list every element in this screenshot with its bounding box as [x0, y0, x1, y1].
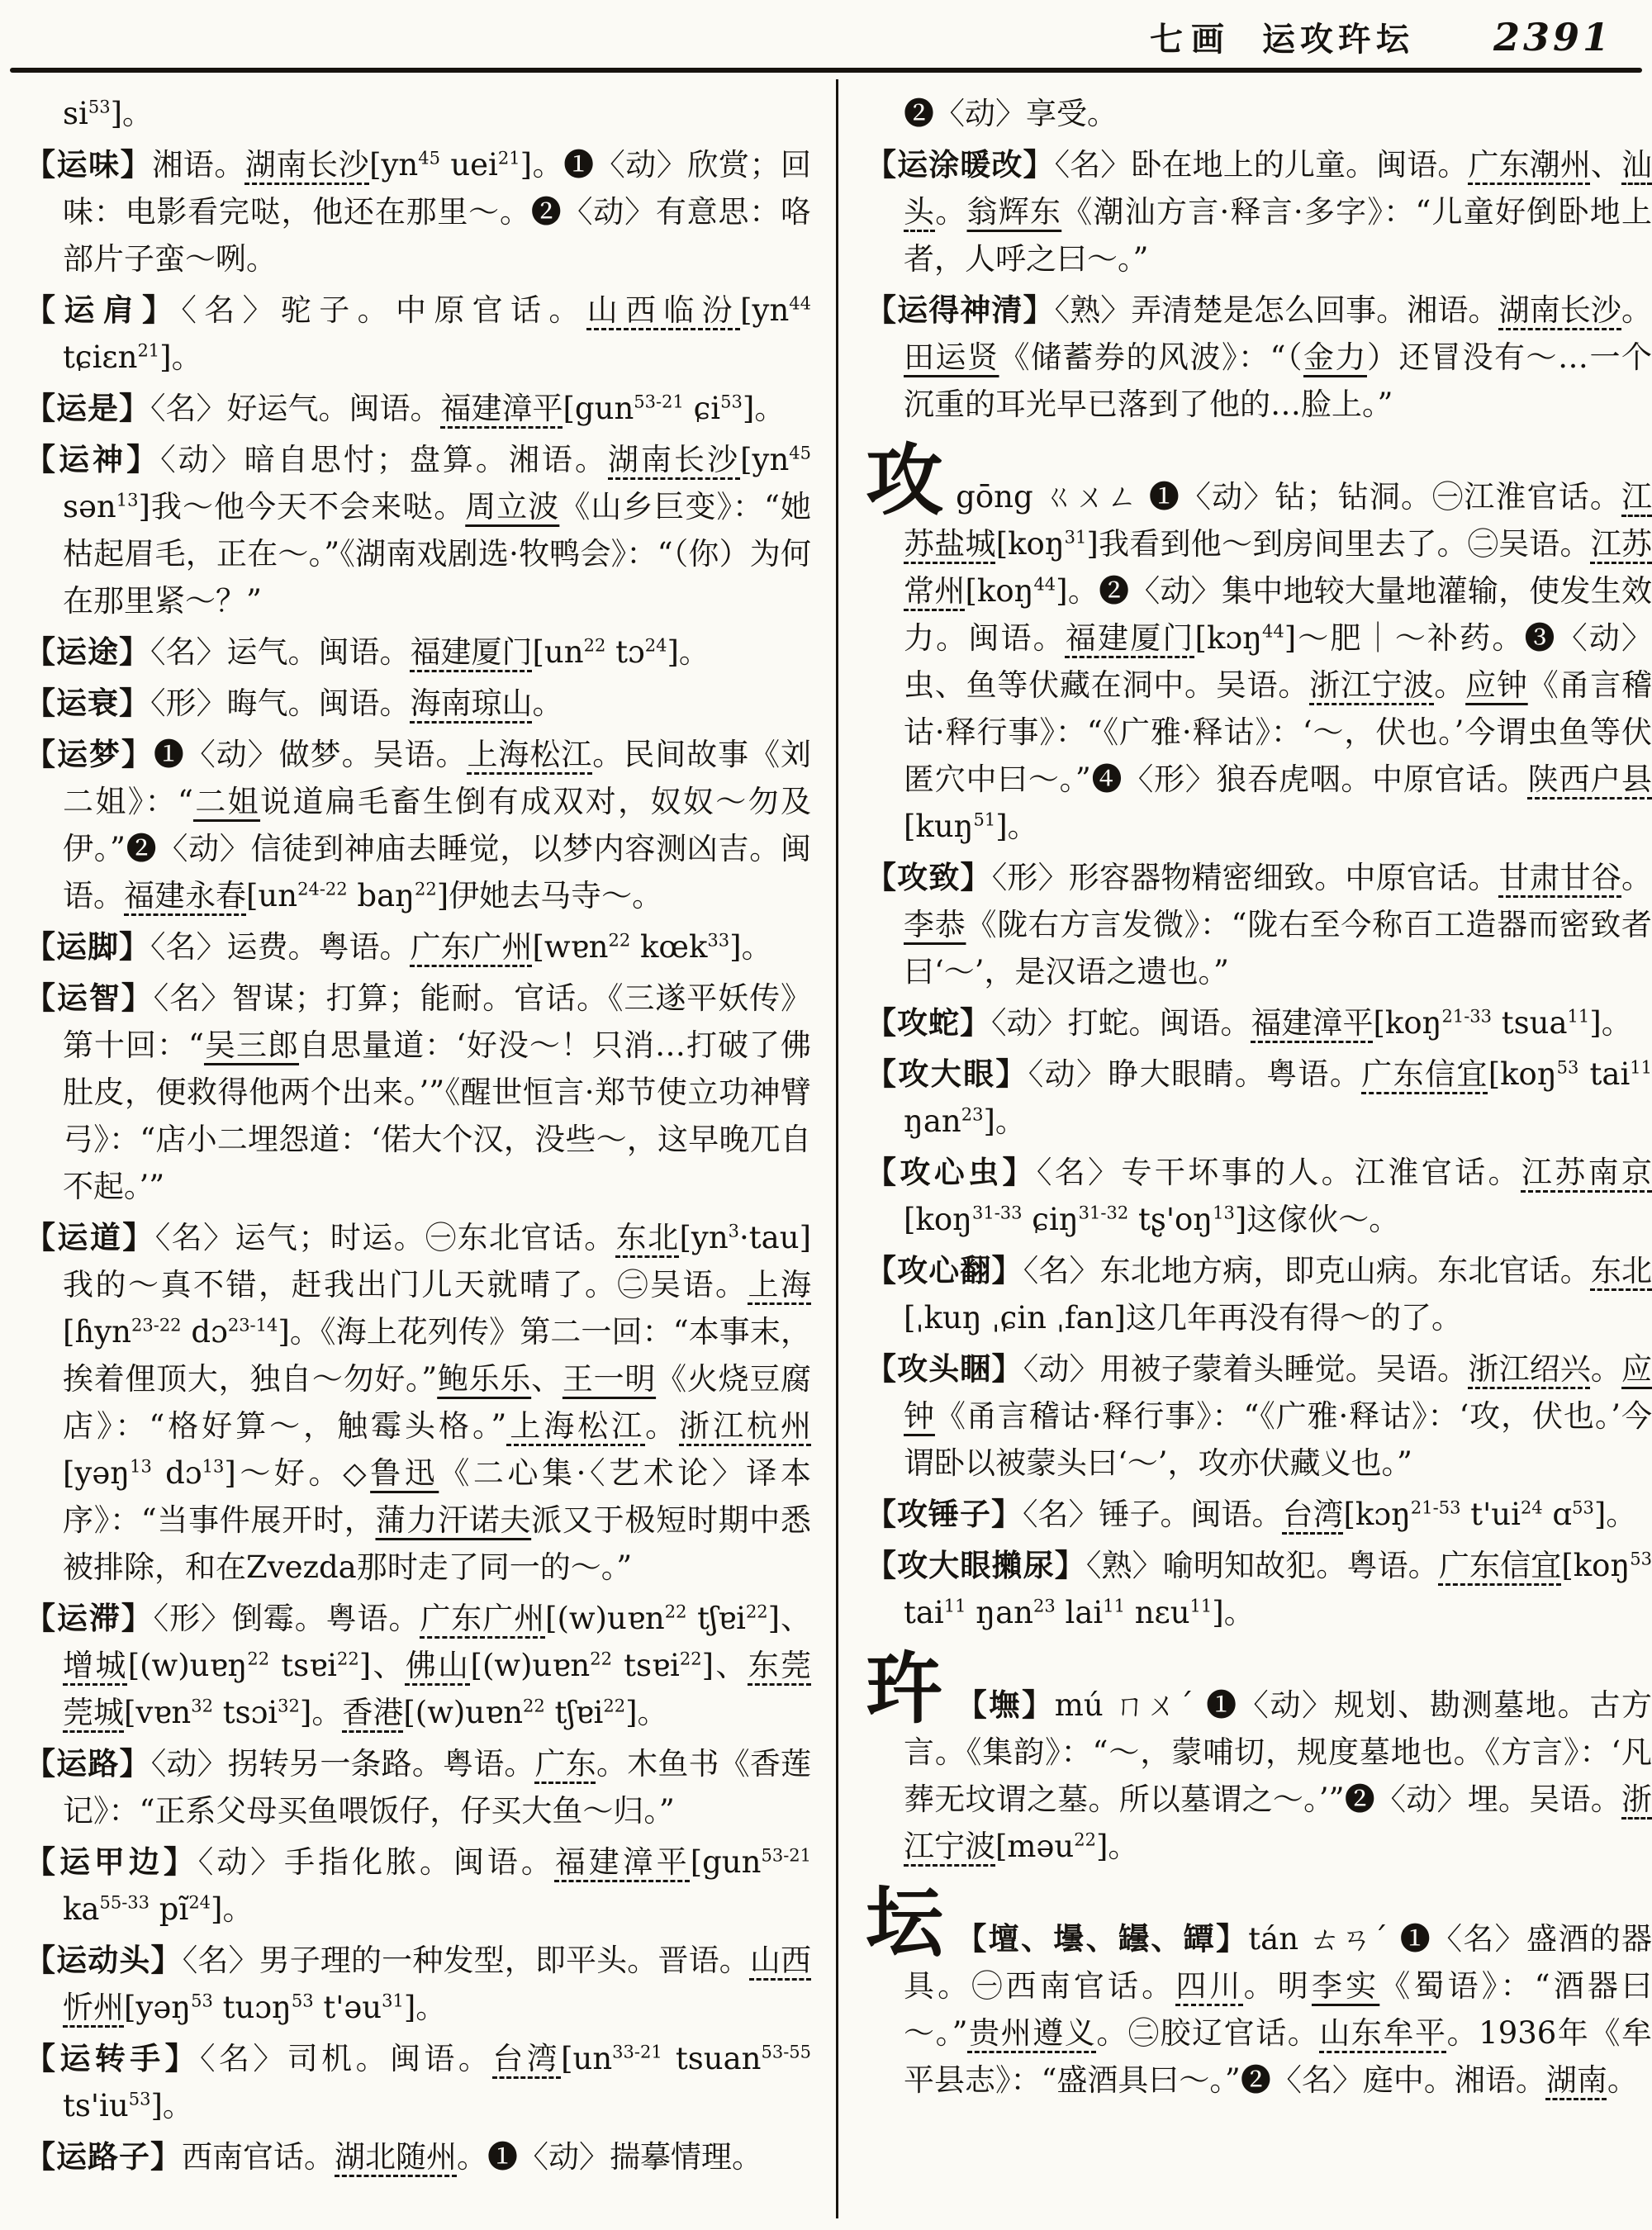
entry-headword: 【运途】 [25, 633, 150, 670]
right-column [866, 86, 1652, 2108]
dictionary-entry [25, 141, 811, 282]
entry-headword: 【运涂暖改】 [866, 146, 1055, 183]
entry-headword: 【运得神清】 [866, 292, 1055, 328]
entry-body-text: ❷〈动〉享受。 [904, 96, 1118, 131]
dictionary-entry [866, 1051, 1652, 1145]
entry-body-text: 西南官话。湖北随州。❶〈动〉揣摹情理。 [182, 2139, 762, 2175]
entry-headword: 【运甲边】 [25, 1843, 198, 1880]
section-head-character: 坛 [866, 1877, 945, 1968]
entry-headword: 【运智】 [25, 980, 154, 1016]
entry-body-text: mú ㄇㄨˊ ❶〈动〉规划、勘测墓地。古方言。《集韵》：“～，蒙哺切，规度墓地也。《方言》：‘凡葬无坟谓之墓。所以墓谓之～。’”❷〈动〉埋。吴语。浙江宁波[məu$^{22}$]。 [904, 1687, 1652, 1864]
stroke-count-label: 七画 [1149, 20, 1232, 59]
entry-body-text: 〈熟〉弄清楚是怎么回事。湘语。湖南长沙。田运贤《储蓄券的风波》：“（金力）还冒没有～…一个沉重的耳光早已落到了他的…脸上。” [904, 292, 1652, 422]
entry-headword: 【运肩】 [25, 292, 182, 328]
entry-headword: 【运动头】 [25, 1942, 183, 1978]
dictionary-entry [25, 923, 811, 970]
entry-body-text: tán ㄊㄢˊ ❶〈名〉盛酒的器具。㊀西南官话。四川。明李实《蜀语》：“酒器曰～。”贵州遵义。㊁胶辽官话。山东牟平。1936年《牟平县志》：“盛酒具曰～。”❷〈名〉庭中。湘语。湖南。 [904, 1921, 1652, 2098]
entry-body-text: ❶〈动〉做梦。吴语。上海松江。民间故事《刘二姐》：“二姐说道扁毛畜生倒有成双对，奴奴～勿及伊。”❷〈动〉信徒到神庙去睡觉，以梦内容测凶吉。闽语。福建永春[$un^{24-22}$ baŋ$^{22}$]伊她去马寺～。 [63, 737, 812, 913]
entry-body-text: 〈名〉东北地方病，即克山病。东北官话。东北[ˌkuŋ ˌɕin ˌfan]这几年再没有得～的了。 [904, 1253, 1652, 1336]
entry-body-text: 〈名〉锤子。闽语。台湾[kɔŋ$^{21-53}$ $t'ui^{24}$ ɑ$^{53}$]。 [1023, 1497, 1637, 1532]
dictionary-entry [866, 1491, 1652, 1538]
entry-headword: 【运道】 [25, 1219, 155, 1255]
entry-body-text: 〈形〉倒霉。粤语。广东广州[(w)uɐn$^{22}$ tʃɐi$^{22}$]、增城[(w)uɐŋ$^{22}$ tsɐi$^{22}$]、佛山[(w)uɐn$^{22}$ tsɐi$^{22}$]、东莞莞城[vɐn$^{32}$ tsɔi$^{32}$]。香港[(w)uɐn$^{22}$ tʃɐi$^{22}$]。 [63, 1601, 812, 1730]
entry-body-text: 〈名〉运气。闽语。福建厦门[$un^{22}$ tɔ$^{24}$]。 [150, 634, 710, 670]
dictionary-entry [25, 731, 811, 919]
column-divider [836, 79, 838, 2218]
entry-headword: 【运滞】 [25, 1600, 154, 1636]
dictionary-entry [866, 1345, 1652, 1487]
dictionary-entry [25, 436, 811, 624]
header-rule [10, 68, 1642, 73]
dictionary-entry [866, 854, 1652, 995]
entry-body-text: 〈名〉驼子。中原官话。山西临汾[$yn^{44}$ tɕiɛn$^{21}$]。 [63, 292, 812, 375]
entry-headword: 【攻致】 [866, 859, 992, 895]
entry-headword: 【运味】 [25, 146, 153, 183]
entry-headword: 【运转手】 [25, 2040, 201, 2076]
entry-body-text: 〈名〉好运气。闽语。福建漳平[gun$^{53-21}$ ɕi$^{53}$]。 [150, 391, 786, 426]
entry-body-text: 〈动〉暗自思忖；盘算。湘语。湖南长沙[$yn^{45}$ sən$^{13}$]我～他今天不会来哒。周立波《山乡巨变》：“她枯起眉毛，正在～。”《湖南戏剧选·牧鸭会》：“（你）为何在那里紧～？” [63, 442, 812, 619]
dictionary-entry [25, 287, 811, 381]
entry-headword: 【攻大眼攋尿】 [866, 1547, 1086, 1583]
page-header [1150, 13, 1612, 60]
entry-headword: 【壇、壜、罎、罈】 [956, 1920, 1249, 1957]
dictionary-entry [25, 385, 811, 432]
dictionary-entry [866, 1247, 1652, 1341]
entry-headword: 【运衰】 [25, 685, 150, 721]
dictionary-entry [866, 1542, 1652, 1636]
entry-headword: 【运梦】 [25, 736, 154, 772]
entry-body-text: $si^{53}$]。 [63, 96, 153, 131]
dictionary-entry [866, 999, 1652, 1046]
entry-headword: 【墲】 [956, 1687, 1055, 1723]
entry-body-text: 〈名〉专干坏事的人。江淮官话。江苏南京[koŋ$^{31-33}$ ɕiŋ$^{31-32}$ $tʂ'oŋ^{13}$]这傢伙～。 [904, 1155, 1652, 1237]
entry-headword: 【运神】 [25, 441, 161, 477]
left-column [25, 86, 811, 2185]
entry-headword: 【攻锤子】 [866, 1496, 1023, 1532]
entry-body-text: 〈名〉卧在地上的儿童。闽语。广东潮州、汕头。翁辉东《潮汕方言·释言·多字》：“儿童好倒卧地上者，人呼之曰～。” [904, 147, 1652, 277]
entry-body-text: gōng ㄍㄨㄥ ❶〈动〉钻；钻洞。㊀江淮官话。江苏盐城[koŋ$^{31}$]我看到他～到房间里去了。㊁吴语。江苏常州[koŋ$^{44}$]。❷〈动〉集中地较大量地灌输，使发生效力。闽语。福建厦门[kɔŋ$^{44}$]～肥｜～补药。❸〈动〉虫、鱼等伏藏在洞中。吴语。浙江宁波。应钟《甬言稽诂·释行事》：“《广雅·释诂》：‘～，伏也。’今谓虫鱼等伏匿穴中曰～。”❹〈形〉狼吞虎咽。中原官话。陕西户县[kuŋ$^{51}$]。 [904, 479, 1652, 844]
dictionary-entry [25, 1740, 811, 1834]
entry-body-text: 湘语。湖南长沙[$yn^{45}$ uei$^{21}$]。❶〈动〉欣赏；回味：电影看完哒，他还在那里～。❷〈动〉有意思：咯部片子蛮～咧。 [63, 147, 812, 277]
dictionary-entry [866, 287, 1652, 428]
entry-headword: 【运路】 [25, 1745, 151, 1782]
dictionary-entry [25, 1839, 811, 1933]
entry-headword: 【运是】 [25, 390, 150, 426]
entry-body-text: 〈名〉男子理的一种发型，即平头。晋语。山西忻州[yəŋ$^{53}$ tuɔŋ$^{53}$ t'əu$^{31}$]。 [63, 1943, 812, 2025]
entry-headword: 【攻心虫】 [866, 1154, 1037, 1190]
entry-body-text: 〈动〉打蛇。闽语。福建漳平[koŋ$^{21-33}$ tsua$^{11}$]。 [991, 1005, 1632, 1041]
dictionary-entry [25, 1214, 811, 1591]
dictionary-entry [25, 2035, 811, 2129]
page-number: 2391 [1493, 15, 1612, 59]
entry-body-text: 〈名〉运费。粤语。广东广州[wɐn$^{22}$ kœk$^{33}$]。 [150, 929, 772, 965]
dictionary-entry [25, 975, 811, 1210]
entry-continuation [866, 90, 1652, 137]
entry-body-text: 〈名〉运气；时运。㊀东北官话。东北$[yn^3\cdot tau]$我的～真不错，赶我出门儿天就晴了。㊁吴语。上海[ɦyn$^{23-22}$ dɔ$^{23-14}$]。《海上花列传》第二一回：“本事末，挨着俚顶大，独自～勿好。”鲍乐乐、王一明《火烧豆腐店》：“格好算～，触霉头格。”上海松江。浙江杭州[yəŋ$^{13}$ dɔ$^{13}$]～好。◇鲁迅《二心集·〈艺术论〉译本序》：“当事件展开时，蒲力汗诺夫派又于极短时期中悉被排除，和在Zvezda那时走了同一的～。” [63, 1220, 812, 1585]
character-section-entry [866, 435, 1652, 850]
character-section-entry [866, 1644, 1652, 1870]
entry-body-text: 〈熟〉喻明知故犯。粤语。广东信宜[koŋ$^{53}$ tai$^{11}$ ŋan$^{23}$ lai$^{11}$ nɛu$^{11}$]。 [904, 1548, 1652, 1630]
entry-body-text: 〈形〉晦气。闽语。海南琼山。 [150, 686, 563, 721]
entry-body-text: 〈动〉拐转另一条路。粤语。广东。木鱼书《香莲记》：“正系父母买鱼喂饭仔，仔买大鱼～归。” [63, 1746, 812, 1829]
entry-headword: 【攻大眼】 [866, 1056, 1028, 1092]
entry-headword: 【攻蛇】 [866, 1004, 991, 1041]
entry-body-text: 〈动〉手指化脓。闽语。福建漳平[gun$^{53-21}$ $ka^{55-33}$ $pĩ^{24}$]。 [63, 1844, 812, 1927]
entry-headword: 【运路子】 [25, 2138, 182, 2175]
entry-body-text: 〈动〉睁大眼睛。粤语。广东信宜[koŋ$^{53}$ tai$^{11}$ ŋan$^{23}$]。 [904, 1056, 1652, 1139]
character-section-entry [866, 1877, 1652, 2104]
section-head-character: 攻 [866, 435, 945, 526]
entry-body-text: 〈动〉用被子蒙着头睡觉。吴语。浙江绍兴。应钟《甬言稽诂·释行事》：“《广雅·释诂》：‘攻，伏也。’今谓卧以被蒙头曰‘～’，攻亦伏藏义也。” [904, 1351, 1652, 1481]
section-head-character: 玝 [866, 1644, 945, 1734]
entry-body-text: 〈形〉形容器物精密细致。中原官话。甘肃甘谷。李恭《陇右方言发微》：“陇右至今称百工造器而密致者曰‘～’，是汉语之遗也。” [904, 860, 1652, 989]
dictionary-entry [866, 1149, 1652, 1243]
entry-body-text: 〈名〉司机。闽语。台湾[$un^{33-21}$ tsuan$^{53-55}$ $ts'iu^{53}$]。 [63, 2041, 812, 2123]
entry-headword: 【运脚】 [25, 928, 150, 965]
entry-continuation [25, 90, 811, 137]
dictionary-entry [25, 1595, 811, 1736]
entry-body-text: 〈名〉智谋；打算；能耐。官话。《三遂平妖传》第十回：“吴三郎自思量道：‘好没～！只消…打破了佛肚皮，便救得他两个出来。’”《醒世恒言·郑节使立功神臂弓》：“店小二埋怨道：‘偌大个汉，没些～，这早晚兀自不起。’” [63, 980, 812, 1204]
dictionary-entry [25, 680, 811, 727]
dictionary-entry [25, 2133, 811, 2180]
dictionary-entry [25, 629, 811, 676]
entry-headword: 【攻头睏】 [866, 1350, 1023, 1387]
dictionary-entry [866, 141, 1652, 282]
dictionary-entry [25, 1937, 811, 2031]
header-guide-characters: 运攻玝坛 [1261, 20, 1414, 59]
entry-headword: 【攻心翻】 [866, 1252, 1023, 1288]
